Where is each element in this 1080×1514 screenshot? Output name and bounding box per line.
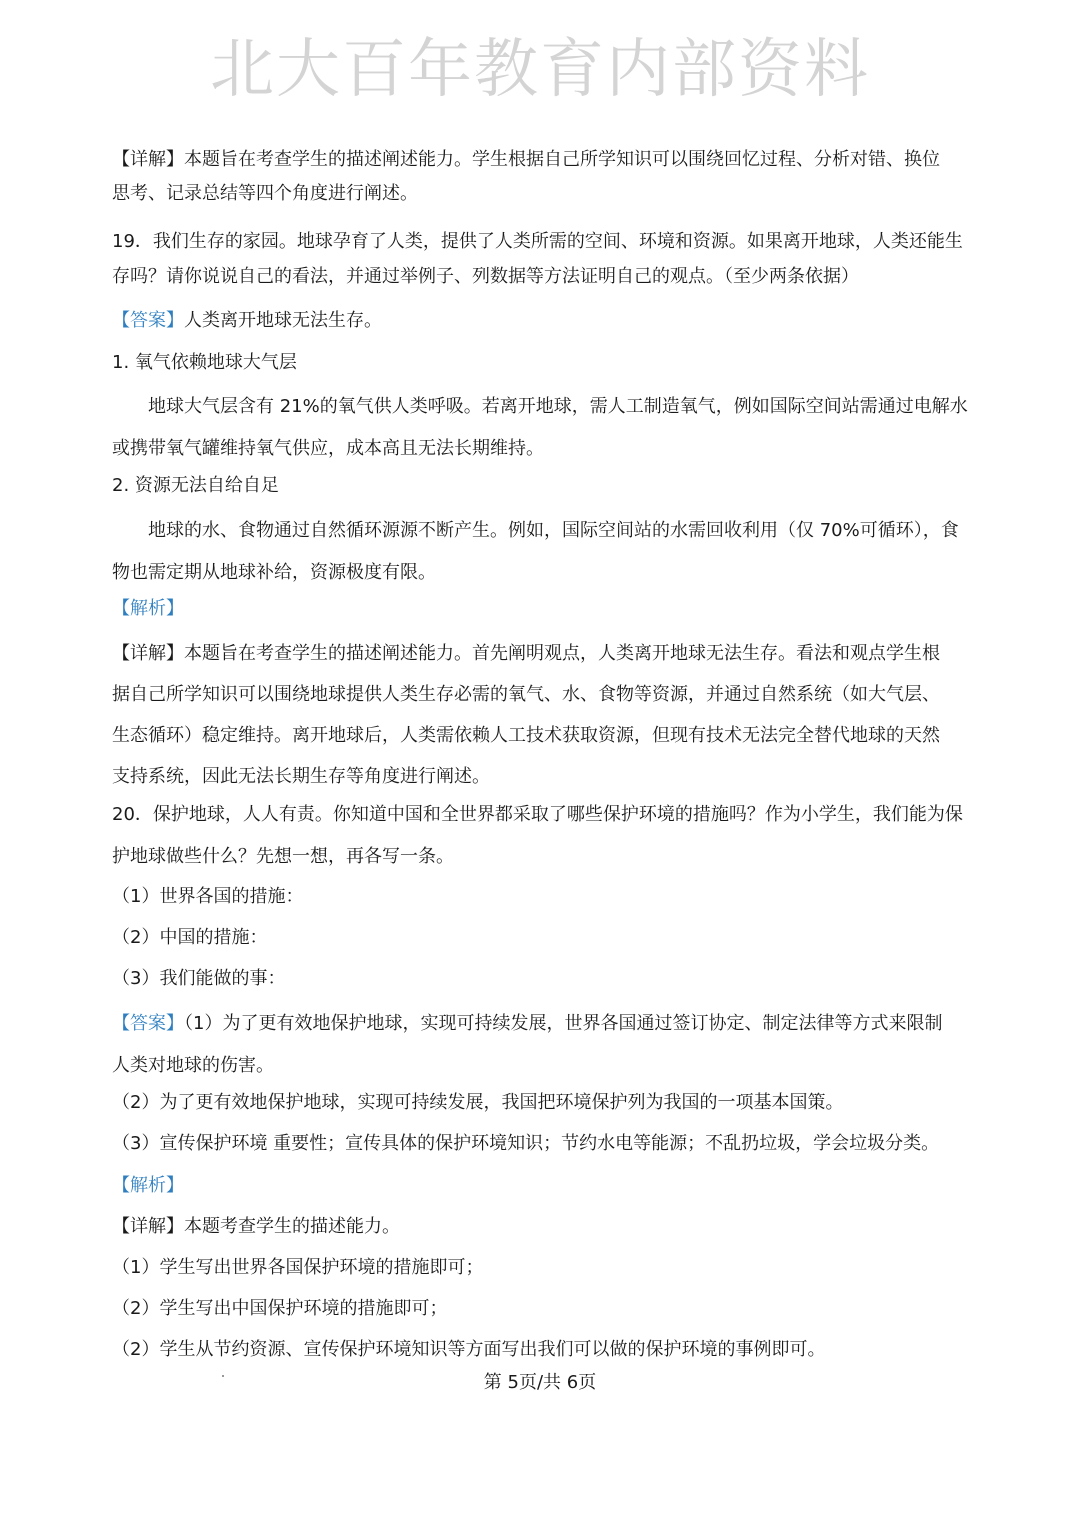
answer-tag: 【答案】: [112, 310, 184, 331]
answer-paragraph: 地球大气层含有 21%的氧气供人类呼吸。若离开地球，需人工制造氧气，例如国际空间站需通过电解水: [148, 396, 968, 417]
explanation-line: 支持系统，因此无法长期生存等角度进行阐述。: [112, 766, 490, 787]
explanation-line: 【详解】本题考查学生的描述能力。: [112, 1216, 400, 1237]
question-20-line: 护地球做些什么？先想一想，再各写一条。: [112, 846, 454, 867]
answer-paragraph: 或携带氧气罐维持氧气供应，成本高且无法长期维持。: [112, 438, 544, 459]
explanation-item: （1）学生写出世界各国保护环境的措施即可；: [112, 1257, 484, 1278]
explanation-line: 据自己所学知识可以围绕地球提供人类生存必需的氧气、水、食物等资源，并通过自然系统（如大气层、: [112, 684, 940, 705]
answer-text: （1）为了更有效地保护地球，实现可持续发展，世界各国通过签订协定、制定法律等方式来限制: [184, 1013, 943, 1034]
answer-paragraph: 物也需定期从地球补给，资源极度有限。: [112, 562, 436, 583]
question-20-item: （2）中国的措施：: [112, 927, 268, 948]
watermark: 北大百年教育内部资料: [210, 33, 870, 107]
answer-line: 人类对地球的伤害。: [112, 1055, 274, 1076]
explanation-line: 【详解】本题旨在考查学生的描述阐述能力。学生根据自己所学知识可以围绕回忆过程、分析对错、换位: [112, 149, 940, 170]
answer-tag: 【答案】: [112, 1013, 184, 1034]
answer-heading: 2. 资源无法自给自足: [112, 475, 279, 496]
analysis-tag: 【解析】: [112, 598, 184, 619]
explanation-item: （2）学生从节约资源、宣传保护环境知识等方面写出我们可以做的保护环境的事例即可。: [112, 1339, 826, 1360]
question-19-line: 存吗？请你说说自己的看法，并通过举例子、列数据等方法证明自己的观点。（至少两条依据）: [112, 266, 859, 287]
answer-heading: 1. 氧气依赖地球大气层: [112, 352, 297, 373]
answer-text: 人类离开地球无法生存。: [184, 310, 382, 331]
answer-paragraph: 地球的水、食物通过自然循环源源不断产生。例如，国际空间站的水需回收利用（仅 70%可循环），食: [148, 520, 959, 541]
answer-line: （2）为了更有效地保护地球，实现可持续发展，我国把环境保护列为我国的一项基本国策。: [112, 1092, 844, 1113]
answer-line: [112, 1011, 942, 1037]
question-19-line: 19．我们生存的家园。地球孕育了人类，提供了人类所需的空间、环境和资源。如果离开地球，人类还能生: [112, 231, 963, 252]
question-20-item: （3）我们能做的事：: [112, 968, 286, 989]
answer-line: [112, 308, 382, 334]
explanation-line: 思考、记录总结等四个角度进行阐述。: [112, 183, 418, 204]
question-20-line: 20．保护地球，人人有责。你知道中国和全世界都采取了哪些保护环境的措施吗？作为小学生，我们能为保: [112, 804, 963, 825]
page-number: 第 5页/共 6页: [483, 1372, 597, 1393]
explanation-line: 生态循环）稳定维持。离开地球后，人类需依赖人工技术获取资源，但现有技术无法完全替代地球的天然: [112, 725, 940, 746]
analysis-tag: 【解析】: [112, 1175, 184, 1196]
explanation-line: 【详解】本题旨在考查学生的描述阐述能力。首先阐明观点，人类离开地球无法生存。看法和观点学生根: [112, 643, 940, 664]
explanation-item: （2）学生写出中国保护环境的措施即可；: [112, 1298, 448, 1319]
question-20-item: （1）世界各国的措施：: [112, 886, 304, 907]
answer-line: （3）宣传保护环境 重要性；宣传具体的保护环境知识；节约水电等能源；不乱扔垃圾，学会垃圾分类。: [112, 1133, 940, 1154]
